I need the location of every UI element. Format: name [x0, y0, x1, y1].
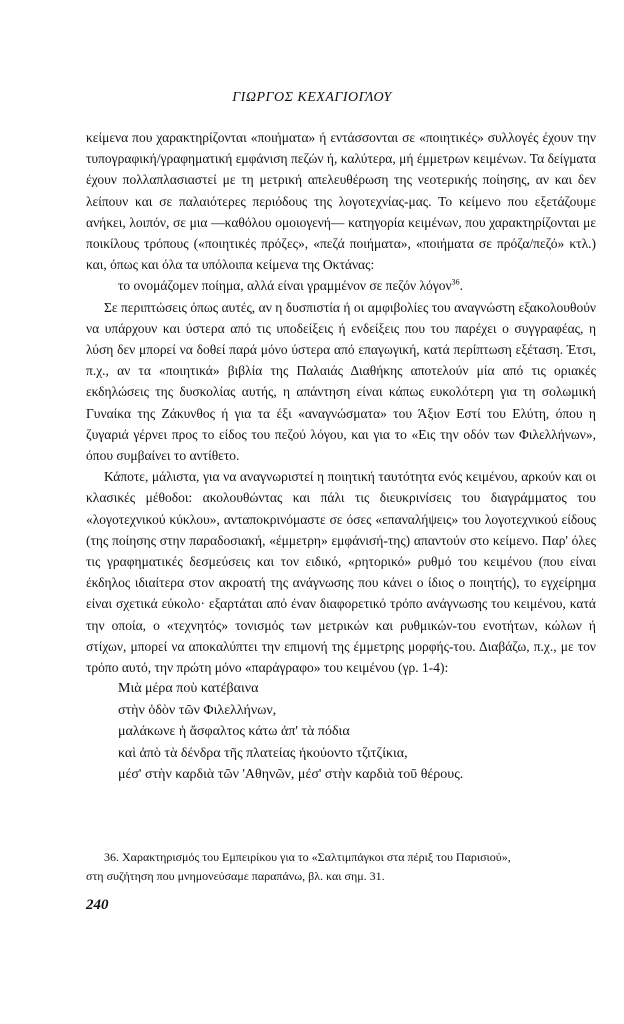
paragraph-2 [86, 297, 596, 467]
running-head: ΓΙΩΡΓΟΣ ΚΕΧΑΓΙΟΓΛΟΥ [232, 90, 392, 105]
poem-line: μαλάκωνε ἡ ἄσφαλτος κάτω ἀπ' τὰ πόδια [118, 724, 350, 740]
paragraph-1-text: κείμενα που χαρακτηρίζονται «ποιήματα» ή εντάσσονται σε «ποιητικές» συλλογές έχουν την τυπογραφική/γραφηματική εμφάνιση πεζών ή, καλύτερα, μή έμμετρων κειμένων. Τα δείγματα έχουν πολλαπλασιαστεί με τη μετρική απελευθέρωση της νεοτερικής ποίησης, αν και δεν λείπουν και σε παλαιότερες περιόδους της λογοτεχνίας-μας. Το κείμενο που εξετάζουμε ανήκει, λοιπόν, σε μια —καθόλου ομοιογενή— κατηγορία κειμένων, που χαρακτηρίζονται με ποικίλους τρόπους («ποιητικές πρόζες», «πεζά ποιήματα», «ποιήματα σε πρόζα/πεζό» κτλ.) και, όπως και όλα τα υπόλοιπα κείμενα της Οκτάνας: [86, 130, 596, 273]
main-text [86, 127, 596, 786]
page-number: 240 [86, 897, 109, 913]
poem-excerpt [86, 678, 596, 786]
paragraph-3-text: Κάποτε, μάλιστα, για να αναγνωριστεί η ποιητική ταυτότητα ενός κειμένου, αρκούν και οι κλασικές μέθοδοι: ακολουθώντας και πάλι τις διευκρινίσεις του διαγράμματος του «λογοτεχνικού κύκλου», ανταποκρινόμαστε σε όσες «επαναλήψεις» του λογοτεχνικού είδους (της ποίησης στην παραδοσιακή, «έμμετρη» εμφάνισή-της) απαντούν στο κείμενο. Παρ' όλες τις γραφηματικές δεσμεύσεις και τον ειδικό, «ρητορικό» ρυθμό του κειμένου (που είναι έκδηλος ιδιαίτερα στον ακροατή της ανάγνωσης που κάνει ο ίδιος ο ποιητής), το εγχείρημα είναι σχετικά εύκολο· εξαρτάται από έναν διαφορετικό τρόπο ανάγνωσης του κειμένου, κατά την οποία, ο «τεχνητός» τονισμός των μετρικών και ρυθμικών-του ενοτήτων, κώλων ή στίχων, μπορεί να αποκαλύπτει την επιμονή της έμμετρης μορφής-του. Διαβάζω, π.χ., με τον τρόπο αυτό, την πρώτη μόνο «παράγραφο» του κειμένου (γρ. 1-4): [86, 469, 596, 676]
footnote [86, 848, 596, 886]
paragraph-3 [86, 466, 596, 678]
paragraph-1-quote: το ονομάζομεν ποίημα, αλλά είναι γραμμένον σε πεζόν λόγον$^{36}$. [118, 277, 463, 294]
poem-line: καὶ ἀπὸ τὰ δένδρα τῆς πλατείας ἠκούοντο τζιτζίκια, [118, 745, 408, 761]
footnote-text-b: στη συζήτηση που μνημονεύσαμε παραπάνω, βλ. και σημ. 31. [86, 869, 385, 883]
poem-line: μέσ' στὴν καρδιὰ τῶν 'Αθηνῶν, μέσ' στὴν καρδιὰ τοῦ θέρους. [118, 767, 464, 783]
poem-line: Μιὰ μέρα ποὺ κατέβαινα [118, 681, 259, 697]
poem-line: στὴν ὁδὸν τῶν Φιλελλήνων, [118, 702, 277, 718]
quote-text: το ονομάζομεν ποίημα, αλλά είναι γραμμένον σε πεζόν λόγον [118, 278, 452, 294]
footnote-ref: 36 [451, 277, 460, 287]
paragraph-2-text: Σε περιπτώσεις όπως αυτές, αν η δυσπιστία ή οι αμφιβολίες του αναγνώστη εξακολουθούν να υπάρχουν και ύστερα από τις υποδείξεις ή ενδείξεις που του παρέχει ο συγγραφέας, η λύση δεν μπορεί να δοθεί παρά μόνο ύστερα από επαγωγική, κατά περίπτωση εξέταση. Έτσι, π.χ., αν τα «ποιητικά» βιβλία της Παλαιάς Διαθήκης αποτελούν μία από τις οριακές εκδηλώσεις της δυσκολίας αυτής, η απάντηση είναι κάπως ευκολότερη για τη σολωμική Γυναίκα της Ζάκυνθος ή για τα έξι «αναγνώσματα» του Άξιον Εστί του Ελύτη, όπου η ζυγαριά γέρνει προς το είδος του πεζού λόγου, και για το «Εις την οδόν των Φιλελλήνων», όπου συμβαίνει το αντίθετο. [86, 299, 596, 464]
footnote-number: 36. [104, 850, 119, 864]
footnote-text-a: Χαρακτηρισμός του Εμπειρίκου για το «Σαλτιμπάγκοι στα πέριξ του Παρισιού», [122, 850, 511, 864]
paragraph-1 [86, 127, 596, 275]
